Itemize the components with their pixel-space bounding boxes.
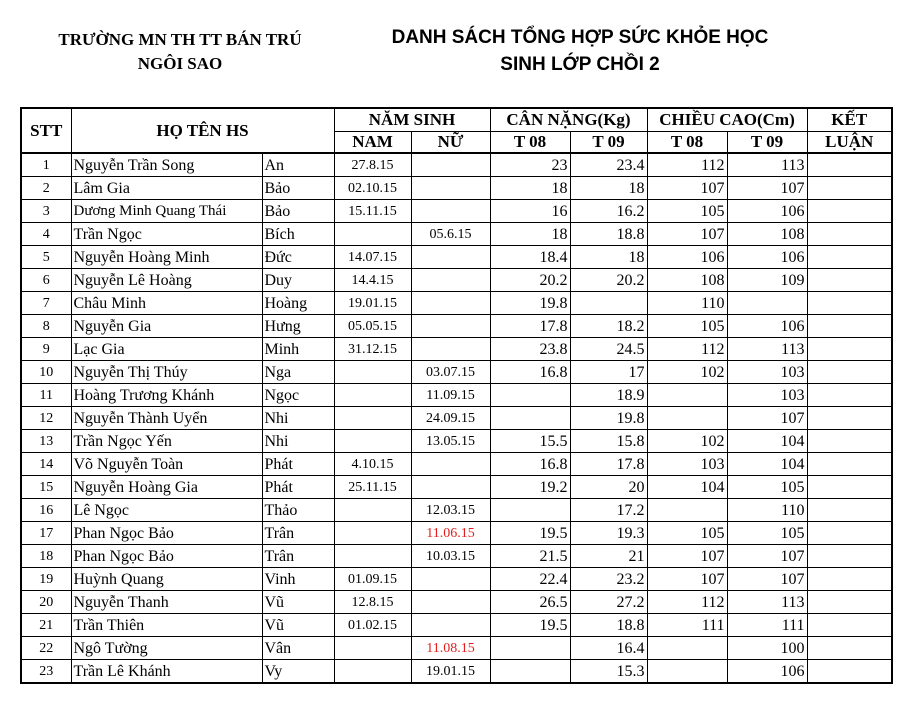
cell-last-name: Trần Ngọc (71, 223, 262, 246)
cell-last-name: Trần Lê Khánh (71, 660, 262, 684)
cell-birth-female (411, 338, 490, 361)
cell-height-t08 (647, 407, 727, 430)
cell-height-t09: 113 (727, 338, 807, 361)
cell-last-name: Nguyễn Thành Uyển (71, 407, 262, 430)
cell-height-t09: 106 (727, 315, 807, 338)
cell-birth-female (411, 453, 490, 476)
header-birth-year: NĂM SINH (334, 108, 490, 132)
cell-height-t09: 107 (727, 568, 807, 591)
cell-conclusion (807, 315, 892, 338)
cell-birth-female: 11.09.15 (411, 384, 490, 407)
cell-weight-t08: 16.8 (490, 361, 570, 384)
cell-weight-t09: 19.8 (570, 407, 647, 430)
cell-weight-t08 (490, 384, 570, 407)
cell-birth-female (411, 177, 490, 200)
table-row (21, 637, 892, 660)
cell-height-t08: 102 (647, 361, 727, 384)
cell-birth-female: 19.01.15 (411, 660, 490, 684)
cell-weight-t08: 19.5 (490, 522, 570, 545)
header-male: NAM (334, 132, 411, 154)
header-height-t09: T 09 (727, 132, 807, 154)
cell-weight-t08: 15.5 (490, 430, 570, 453)
cell-weight-t09: 17.2 (570, 499, 647, 522)
cell-first-name: Duy (262, 269, 334, 292)
cell-conclusion (807, 660, 892, 684)
cell-birth-male: 02.10.15 (334, 177, 411, 200)
cell-last-name: Lê Ngọc (71, 499, 262, 522)
table-row (21, 522, 892, 545)
header-conclusion-bottom: LUẬN (807, 132, 892, 154)
table-row (21, 338, 892, 361)
cell-birth-female (411, 591, 490, 614)
cell-birth-male (334, 545, 411, 568)
health-table (20, 107, 893, 684)
cell-stt: 22 (21, 637, 71, 660)
cell-first-name: Phát (262, 453, 334, 476)
header-weight: CÂN NẶNG(Kg) (490, 108, 647, 132)
cell-stt: 4 (21, 223, 71, 246)
cell-conclusion (807, 153, 892, 177)
table-row (21, 246, 892, 269)
cell-birth-male: 15.11.15 (334, 200, 411, 223)
cell-weight-t08: 17.8 (490, 315, 570, 338)
cell-weight-t08: 18 (490, 223, 570, 246)
cell-conclusion (807, 246, 892, 269)
cell-stt: 1 (21, 153, 71, 177)
cell-conclusion (807, 499, 892, 522)
cell-height-t09: 108 (727, 223, 807, 246)
cell-stt: 18 (21, 545, 71, 568)
cell-weight-t09: 18 (570, 177, 647, 200)
cell-weight-t09: 15.8 (570, 430, 647, 453)
table-row (21, 315, 892, 338)
cell-weight-t09: 19.3 (570, 522, 647, 545)
cell-last-name: Trần Thiên (71, 614, 262, 637)
cell-height-t08: 108 (647, 269, 727, 292)
table-row (21, 499, 892, 522)
cell-height-t08: 107 (647, 223, 727, 246)
cell-first-name: An (262, 153, 334, 177)
cell-weight-t09: 17 (570, 361, 647, 384)
cell-weight-t09: 18 (570, 246, 647, 269)
cell-weight-t08: 20.2 (490, 269, 570, 292)
cell-birth-male (334, 384, 411, 407)
cell-first-name: Nhi (262, 407, 334, 430)
cell-weight-t09 (570, 292, 647, 315)
cell-weight-t08: 19.8 (490, 292, 570, 315)
cell-first-name: Bảo (262, 200, 334, 223)
cell-birth-male (334, 430, 411, 453)
cell-weight-t08: 23 (490, 153, 570, 177)
cell-conclusion (807, 568, 892, 591)
cell-last-name: Nguyễn Lê Hoàng (71, 269, 262, 292)
cell-birth-female (411, 200, 490, 223)
cell-conclusion (807, 591, 892, 614)
cell-height-t08: 105 (647, 522, 727, 545)
cell-last-name: Nguyễn Trần Song (71, 153, 262, 177)
title-line1: DANH SÁCH TỔNG HỢP SỨC KHỎE HỌC (391, 27, 769, 48)
cell-first-name: Bích (262, 223, 334, 246)
cell-first-name: Vinh (262, 568, 334, 591)
cell-first-name: Thảo (262, 499, 334, 522)
school-name-line2: NGÔI SAO (137, 54, 223, 73)
table-row (21, 269, 892, 292)
cell-first-name: Hoàng (262, 292, 334, 315)
cell-birth-female (411, 315, 490, 338)
cell-stt: 6 (21, 269, 71, 292)
cell-birth-female: 10.03.15 (411, 545, 490, 568)
cell-stt: 9 (21, 338, 71, 361)
header-stt: STT (21, 108, 71, 153)
cell-height-t09: 110 (727, 499, 807, 522)
cell-first-name: Phát (262, 476, 334, 499)
table-row (21, 407, 892, 430)
cell-height-t08: 105 (647, 200, 727, 223)
cell-first-name: Hưng (262, 315, 334, 338)
cell-birth-female (411, 292, 490, 315)
cell-conclusion (807, 177, 892, 200)
cell-last-name: Dương Minh Quang Thái (71, 200, 262, 223)
cell-stt: 3 (21, 200, 71, 223)
cell-birth-female (411, 246, 490, 269)
cell-height-t09: 103 (727, 384, 807, 407)
cell-height-t08: 106 (647, 246, 727, 269)
cell-height-t08 (647, 499, 727, 522)
cell-weight-t08: 18 (490, 177, 570, 200)
cell-height-t08: 112 (647, 153, 727, 177)
cell-weight-t08: 16 (490, 200, 570, 223)
cell-birth-female: 11.08.15 (411, 637, 490, 660)
cell-weight-t08: 18.4 (490, 246, 570, 269)
cell-height-t09: 107 (727, 407, 807, 430)
cell-height-t08 (647, 660, 727, 684)
cell-last-name: Ngô Tường (71, 637, 262, 660)
cell-birth-male: 31.12.15 (334, 338, 411, 361)
cell-weight-t08 (490, 499, 570, 522)
cell-height-t09: 103 (727, 361, 807, 384)
cell-height-t09: 106 (727, 246, 807, 269)
table-row (21, 614, 892, 637)
cell-conclusion (807, 292, 892, 315)
cell-birth-female: 24.09.15 (411, 407, 490, 430)
document-title (345, 24, 815, 78)
cell-weight-t08: 21.5 (490, 545, 570, 568)
cell-height-t09: 107 (727, 177, 807, 200)
cell-conclusion (807, 637, 892, 660)
cell-first-name: Trân (262, 522, 334, 545)
cell-height-t09: 109 (727, 269, 807, 292)
cell-conclusion (807, 545, 892, 568)
cell-height-t09: 106 (727, 200, 807, 223)
table-row (21, 430, 892, 453)
cell-first-name: Vũ (262, 614, 334, 637)
cell-height-t08: 102 (647, 430, 727, 453)
header-female: NỮ (411, 132, 490, 154)
cell-birth-male: 4.10.15 (334, 453, 411, 476)
cell-last-name: Huỳnh Quang (71, 568, 262, 591)
cell-stt: 21 (21, 614, 71, 637)
cell-height-t08: 107 (647, 568, 727, 591)
cell-conclusion (807, 384, 892, 407)
cell-weight-t08 (490, 407, 570, 430)
table-row (21, 453, 892, 476)
cell-height-t08 (647, 384, 727, 407)
cell-last-name: Hoàng Trương Khánh (71, 384, 262, 407)
cell-stt: 14 (21, 453, 71, 476)
cell-height-t09: 100 (727, 637, 807, 660)
cell-height-t08: 110 (647, 292, 727, 315)
cell-birth-male (334, 361, 411, 384)
cell-weight-t09: 23.2 (570, 568, 647, 591)
cell-height-t08: 107 (647, 545, 727, 568)
cell-weight-t09: 20.2 (570, 269, 647, 292)
cell-height-t09: 107 (727, 545, 807, 568)
cell-weight-t08: 19.5 (490, 614, 570, 637)
cell-weight-t09: 15.3 (570, 660, 647, 684)
cell-weight-t09: 24.5 (570, 338, 647, 361)
school-name (20, 28, 340, 76)
cell-height-t09: 104 (727, 453, 807, 476)
cell-weight-t08: 23.8 (490, 338, 570, 361)
cell-height-t09: 113 (727, 153, 807, 177)
cell-conclusion (807, 430, 892, 453)
cell-first-name: Vũ (262, 591, 334, 614)
cell-birth-male: 14.07.15 (334, 246, 411, 269)
cell-birth-male (334, 660, 411, 684)
header-height: CHIỀU CAO(Cm) (647, 108, 807, 132)
cell-weight-t09: 18.8 (570, 223, 647, 246)
cell-first-name: Nga (262, 361, 334, 384)
table-row (21, 200, 892, 223)
cell-stt: 11 (21, 384, 71, 407)
cell-conclusion (807, 407, 892, 430)
cell-first-name: Đức (262, 246, 334, 269)
cell-conclusion (807, 476, 892, 499)
table-row (21, 292, 892, 315)
cell-birth-male: 14.4.15 (334, 269, 411, 292)
cell-height-t09: 104 (727, 430, 807, 453)
cell-last-name: Phan Ngọc Bảo (71, 522, 262, 545)
cell-height-t08: 107 (647, 177, 727, 200)
header-name: HỌ TÊN HS (71, 108, 334, 153)
cell-stt: 7 (21, 292, 71, 315)
cell-birth-female (411, 153, 490, 177)
cell-birth-male: 01.09.15 (334, 568, 411, 591)
cell-conclusion (807, 200, 892, 223)
cell-weight-t09: 16.4 (570, 637, 647, 660)
cell-birth-male (334, 637, 411, 660)
cell-first-name: Vy (262, 660, 334, 684)
cell-birth-female (411, 476, 490, 499)
cell-stt: 2 (21, 177, 71, 200)
cell-stt: 8 (21, 315, 71, 338)
cell-first-name: Trân (262, 545, 334, 568)
cell-birth-female (411, 568, 490, 591)
cell-birth-male: 12.8.15 (334, 591, 411, 614)
cell-birth-female: 13.05.15 (411, 430, 490, 453)
cell-birth-male (334, 223, 411, 246)
cell-birth-female: 05.6.15 (411, 223, 490, 246)
cell-stt: 17 (21, 522, 71, 545)
cell-weight-t08 (490, 660, 570, 684)
cell-conclusion (807, 453, 892, 476)
cell-stt: 16 (21, 499, 71, 522)
cell-height-t08: 105 (647, 315, 727, 338)
cell-birth-male (334, 407, 411, 430)
cell-stt: 19 (21, 568, 71, 591)
cell-birth-male (334, 499, 411, 522)
cell-stt: 12 (21, 407, 71, 430)
cell-conclusion (807, 361, 892, 384)
cell-stt: 10 (21, 361, 71, 384)
cell-conclusion (807, 522, 892, 545)
cell-weight-t09: 18.2 (570, 315, 647, 338)
table-row (21, 177, 892, 200)
table-row (21, 591, 892, 614)
cell-first-name: Nhi (262, 430, 334, 453)
cell-birth-male (334, 522, 411, 545)
cell-stt: 15 (21, 476, 71, 499)
cell-first-name: Ngọc (262, 384, 334, 407)
cell-last-name: Châu Minh (71, 292, 262, 315)
cell-weight-t09: 21 (570, 545, 647, 568)
cell-weight-t08 (490, 637, 570, 660)
cell-birth-male: 27.8.15 (334, 153, 411, 177)
cell-birth-male: 05.05.15 (334, 315, 411, 338)
cell-last-name: Lạc Gia (71, 338, 262, 361)
cell-weight-t08: 26.5 (490, 591, 570, 614)
cell-weight-t09: 20 (570, 476, 647, 499)
school-name-line1: TRƯỜNG MN TH TT BÁN TRÚ (58, 30, 302, 49)
cell-height-t09: 105 (727, 522, 807, 545)
table-row (21, 545, 892, 568)
cell-weight-t08: 16.8 (490, 453, 570, 476)
cell-birth-female (411, 269, 490, 292)
cell-height-t08 (647, 637, 727, 660)
cell-conclusion (807, 338, 892, 361)
cell-height-t09: 105 (727, 476, 807, 499)
cell-birth-female: 11.06.15 (411, 522, 490, 545)
cell-height-t09: 113 (727, 591, 807, 614)
cell-height-t09: 111 (727, 614, 807, 637)
cell-stt: 23 (21, 660, 71, 684)
cell-height-t09: 106 (727, 660, 807, 684)
cell-last-name: Phan Ngọc Bảo (71, 545, 262, 568)
cell-weight-t09: 27.2 (570, 591, 647, 614)
cell-height-t08: 112 (647, 338, 727, 361)
header-weight-t08: T 08 (490, 132, 570, 154)
cell-last-name: Nguyễn Thị Thúy (71, 361, 262, 384)
table-header-row (21, 108, 892, 132)
table-row (21, 568, 892, 591)
cell-stt: 20 (21, 591, 71, 614)
cell-birth-female: 12.03.15 (411, 499, 490, 522)
cell-birth-female (411, 614, 490, 637)
table-row (21, 361, 892, 384)
cell-birth-male: 25.11.15 (334, 476, 411, 499)
cell-birth-male: 19.01.15 (334, 292, 411, 315)
cell-first-name: Minh (262, 338, 334, 361)
cell-stt: 5 (21, 246, 71, 269)
cell-first-name: Bảo (262, 177, 334, 200)
cell-height-t08: 103 (647, 453, 727, 476)
cell-weight-t09: 18.9 (570, 384, 647, 407)
cell-conclusion (807, 223, 892, 246)
cell-weight-t09: 16.2 (570, 200, 647, 223)
cell-birth-female: 03.07.15 (411, 361, 490, 384)
cell-first-name: Vân (262, 637, 334, 660)
cell-last-name: Nguyễn Hoàng Minh (71, 246, 262, 269)
cell-last-name: Nguyễn Gia (71, 315, 262, 338)
table-row (21, 223, 892, 246)
cell-weight-t09: 18.8 (570, 614, 647, 637)
title-line2: SINH LỚP CHỒI 2 (500, 54, 660, 75)
cell-height-t09 (727, 292, 807, 315)
cell-height-t08: 104 (647, 476, 727, 499)
header-weight-t09: T 09 (570, 132, 647, 154)
cell-height-t08: 111 (647, 614, 727, 637)
cell-birth-male: 01.02.15 (334, 614, 411, 637)
cell-weight-t09: 23.4 (570, 153, 647, 177)
header-conclusion-top: KẾT (807, 108, 892, 132)
cell-last-name: Trần Ngọc Yến (71, 430, 262, 453)
cell-last-name: Nguyễn Thanh (71, 591, 262, 614)
cell-weight-t09: 17.8 (570, 453, 647, 476)
cell-conclusion (807, 614, 892, 637)
header-height-t08: T 08 (647, 132, 727, 154)
cell-weight-t08: 22.4 (490, 568, 570, 591)
table-row (21, 384, 892, 407)
cell-weight-t08: 19.2 (490, 476, 570, 499)
table-row (21, 476, 892, 499)
cell-last-name: Nguyễn Hoàng Gia (71, 476, 262, 499)
table-row (21, 660, 892, 684)
cell-conclusion (807, 269, 892, 292)
table-row (21, 153, 892, 177)
cell-last-name: Lâm Gia (71, 177, 262, 200)
cell-height-t08: 112 (647, 591, 727, 614)
cell-stt: 13 (21, 430, 71, 453)
cell-last-name: Võ Nguyễn Toàn (71, 453, 262, 476)
table-body (21, 153, 892, 683)
